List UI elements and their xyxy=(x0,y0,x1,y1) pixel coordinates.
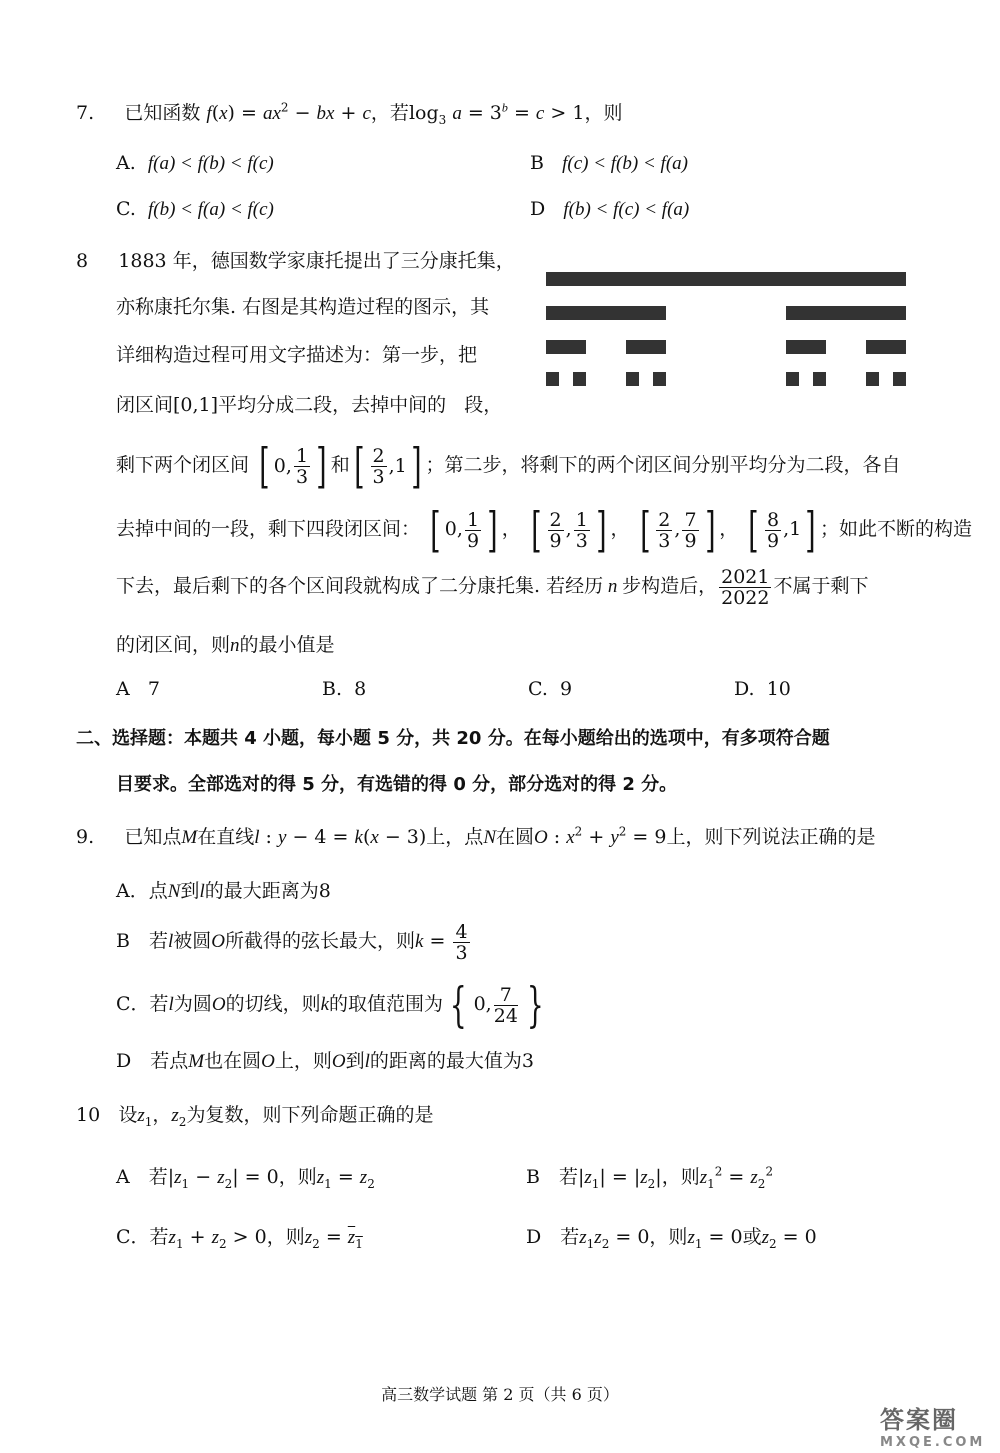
q8-line6: 去掉中间的一段，剩下四段闭区间： [ 0, $\frac{1}{9}$ ] ， [ $\frac{2}{9}$ , $\frac{1}{3}$ ] ， [ $\frac{2}{3}$ , $\frac{7}{9}$ ] ， [ $\frac{8}{9}$ ,1] ；如此不断的构造 xyxy=(116,502,973,558)
cantor-level-3 xyxy=(546,372,559,386)
q7-option-b[interactable]: B f(c) < f(b) < f(a) xyxy=(530,152,688,174)
q8-option-c[interactable]: C. 9 xyxy=(528,678,573,700)
q7-option-c[interactable]: C. f(b) < f(a) < f(c) xyxy=(116,198,274,220)
cantor-level-2 xyxy=(786,340,826,354)
cantor-level-3 xyxy=(893,372,906,386)
cantor-level-3 xyxy=(866,372,879,386)
section-2-heading: 二、选择题：本题共 4 小题，每小题 5 分，共 20 分。在每小题给出的选项中，有多项符合题 xyxy=(76,728,830,749)
cantor-level-1-left xyxy=(546,306,666,320)
watermark-logo: 答案圈 MXQE.COM xyxy=(880,1406,986,1450)
cantor-level-2 xyxy=(626,340,666,354)
cantor-level-3 xyxy=(626,372,639,386)
cantor-level-2 xyxy=(546,340,586,354)
q10-option-d[interactable]: D 若$z_1z_2 = 0$，则$z_1 = 0$或$z_2 = 0$ xyxy=(526,1226,817,1251)
q8-option-d[interactable]: D. 10 xyxy=(734,678,791,700)
q9-stem: 9. 已知点M在直线l : y − 4 = k(x − 3)上，点N在圆O : $x^2 + y^2 = 9$上，则下列说法正确的是 xyxy=(76,824,876,848)
q10-number: 10 xyxy=(76,1104,101,1126)
q8-line7: 下去，最后剩下的各个区间段就构成了二分康托集. 若经历 n 步构造后， $\frac{2021}{2022}$ 不属于剩下 xyxy=(116,565,869,609)
q9-option-b[interactable]: B 若l被圆O所截得的弦长最大，则k = $\frac{4}{3}$ xyxy=(116,920,468,964)
cantor-level-3 xyxy=(573,372,586,386)
q8-option-a[interactable]: A 7 xyxy=(116,678,160,700)
q7-option-d[interactable]: D f(b) < f(c) < f(a) xyxy=(530,198,690,220)
q8-line5: 剩下两个闭区间 [ 0, $\frac{1}{3}$ ] 和[ $\frac{2}{3}$ ,1] ；第二步，将剩下的两个闭区间分别平均分为二段，各自 xyxy=(116,438,901,494)
q8-line3: 详细构造过程可用文字描述为：第一步，把 xyxy=(116,344,478,366)
section-2-instructions: 目要求。全部选对的得 5 分，有选错的得 0 分，部分选对的得 2 分。 xyxy=(116,774,678,795)
q7-stem: 7. 已知函数 $f(x) = ax^2$ − bx + c，若$\log_3 a = 3^b = c > 1$，则 xyxy=(76,100,623,127)
q10-option-a[interactable]: A 若$|z_1 - z_2| = 0$，则$z_1 = z_2$ xyxy=(116,1166,375,1191)
q7-option-a[interactable]: A. f(a) < f(b) < f(c) xyxy=(116,152,274,174)
q8-number: 8 xyxy=(76,250,89,272)
cantor-level-0 xyxy=(546,272,906,286)
q9-option-a[interactable]: A．点N到l的最大距离为8 xyxy=(116,880,331,902)
q8-line1: 8 1883 年，德国数学家康托提出了三分康托集， xyxy=(76,250,515,272)
q8-line8: 的闭区间，则n的最小值是 xyxy=(116,634,335,656)
q8-line4: 闭区间[0,1]平均分成二段，去掉中间的 段， xyxy=(116,394,503,416)
cantor-level-3 xyxy=(786,372,799,386)
page-footer: 高三数学试题 第 2 页（共 6 页） xyxy=(381,1385,619,1404)
q9-option-d[interactable]: D 若点M也在圆O上，则O到l的距离的最大值为3 xyxy=(116,1050,534,1072)
cantor-level-2 xyxy=(866,340,906,354)
q9-option-c[interactable]: C．若l为圆O的切线，则k的取值范围为 { 0, $\frac{7}{24}$ } xyxy=(116,977,544,1033)
q8-option-b[interactable]: B. 8 xyxy=(322,678,367,700)
q10-stem: 10 设$z_1$，$z_2$为复数，则下列命题正确的是 xyxy=(76,1104,434,1129)
cantor-level-3 xyxy=(653,372,666,386)
q8-line2: 亦称康托尔集. 右图是其构造过程的图示，其 xyxy=(116,296,490,318)
q9-number: 9. xyxy=(76,826,95,848)
q10-option-c[interactable]: C．若$z_1 + z_2 > 0$，则$z_2 = z_1$ xyxy=(116,1226,363,1251)
q10-option-b[interactable]: B 若$|z_1| = |z_2|$，则$z_1^2 = z_2^2$ xyxy=(526,1164,774,1191)
q7-number: 7. xyxy=(76,102,95,124)
cantor-level-1-right xyxy=(786,306,906,320)
cantor-level-3 xyxy=(813,372,826,386)
